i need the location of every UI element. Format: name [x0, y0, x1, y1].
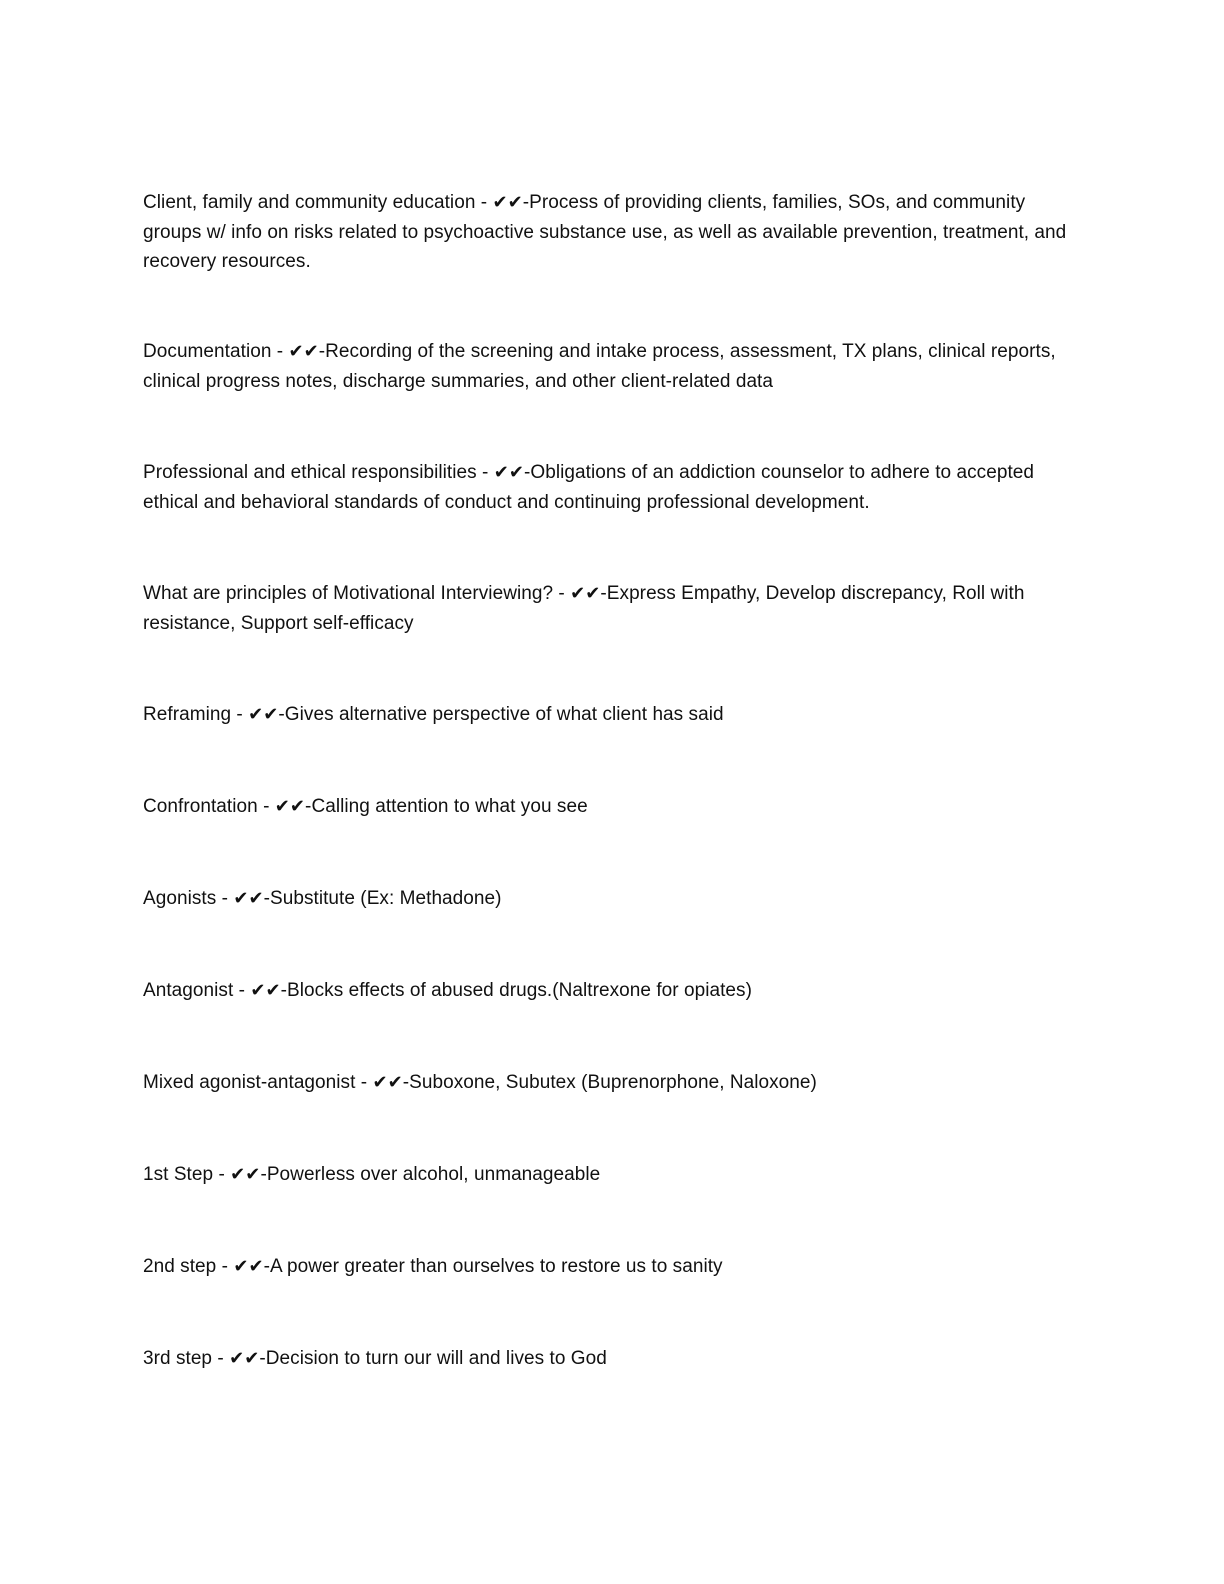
definition-prefix: - — [263, 888, 270, 909]
separator: - — [553, 583, 571, 604]
term: 1st Step — [143, 1164, 214, 1185]
double-check-icon: ✔✔ — [288, 341, 319, 362]
definition-prefix: - — [600, 583, 607, 604]
definition: Express Empathy, Develop discrepancy, Roll with resistance, Support self-efficacy — [143, 583, 1025, 634]
double-check-icon: ✔✔ — [570, 583, 601, 604]
flashcard-entry — [143, 579, 1078, 638]
double-check-icon: ✔✔ — [233, 1256, 264, 1277]
double-check-icon: ✔✔ — [229, 1348, 260, 1369]
double-check-icon: ✔✔ — [274, 796, 306, 817]
flashcard-entry — [143, 976, 1078, 1006]
flashcard-entry — [143, 1252, 1078, 1282]
definition: Substitute (Ex: Methadone) — [269, 888, 502, 909]
separator: - — [233, 980, 251, 1001]
definition: Suboxone, Subutex (Buprenorphone, Naloxone) — [409, 1072, 817, 1093]
double-check-icon: ✔✔ — [233, 888, 264, 909]
definition: Gives alternative perspective of what client has said — [284, 704, 724, 725]
definition-prefix: - — [402, 1072, 410, 1093]
separator: - — [216, 1256, 234, 1277]
definition: Powerless over alcohol, unmanageable — [266, 1164, 601, 1185]
flashcard-entry — [143, 1344, 1078, 1374]
flashcard-entry — [143, 188, 1078, 277]
double-check-icon: ✔✔ — [248, 704, 279, 725]
term: 2nd step — [143, 1256, 217, 1277]
definition-prefix: - — [522, 192, 530, 213]
double-check-icon: ✔✔ — [230, 1164, 261, 1185]
flashcard-entry — [143, 884, 1078, 914]
definition-prefix: - — [278, 704, 285, 725]
separator: - — [213, 1164, 231, 1185]
term: Confrontation — [143, 796, 258, 817]
definition: Decision to turn our will and lives to God — [265, 1348, 607, 1369]
definition-prefix: - — [259, 1348, 266, 1369]
flashcard-entry — [143, 458, 1078, 517]
flashcard-entry — [143, 700, 1078, 730]
definition-prefix: - — [524, 462, 531, 483]
term: What are principles of Motivational Interviewing? — [143, 583, 554, 604]
definition-prefix: - — [305, 796, 312, 817]
flashcard-entry — [143, 1068, 1078, 1098]
definition: Process of providing clients, families, SOs, and community groups w/ info on risks related to psychoactive substance use, as well as available prevention, treatment, and recovery resources. — [143, 192, 1067, 272]
definition: Obligations of an addiction counselor to adhere to accepted ethical and behavioral standards of conduct and continuing professional development. — [143, 462, 1035, 513]
definition: Blocks effects of abused drugs.(Naltrexone for opiates) — [287, 980, 752, 1001]
term: Mixed agonist-antagonist — [143, 1072, 356, 1093]
term: Antagonist — [143, 980, 234, 1001]
separator: - — [212, 1348, 230, 1369]
term: Documentation — [143, 341, 272, 362]
flashcard-entry — [143, 792, 1078, 822]
definition: Calling attention to what you see — [311, 796, 588, 817]
double-check-icon: ✔✔ — [372, 1072, 403, 1093]
separator: - — [475, 192, 493, 213]
separator: - — [271, 341, 289, 362]
term: Agonists — [143, 888, 217, 909]
term: 3rd step — [143, 1348, 213, 1369]
flashcard-entry — [143, 1160, 1078, 1190]
definition-prefix: - — [260, 1164, 267, 1185]
double-check-icon: ✔✔ — [250, 980, 281, 1001]
term: Professional and ethical responsibilities — [143, 462, 477, 483]
separator: - — [231, 704, 249, 725]
definition: A power greater than ourselves to restore us to sanity — [270, 1256, 723, 1277]
separator: - — [355, 1072, 373, 1093]
double-check-icon: ✔✔ — [492, 192, 523, 213]
flashcard-entry — [143, 337, 1078, 396]
definition-prefix: - — [263, 1256, 270, 1277]
term: Client, family and community education — [143, 192, 476, 213]
double-check-icon: ✔✔ — [493, 462, 524, 483]
separator: - — [216, 888, 234, 909]
definition-prefix: - — [280, 980, 287, 1001]
separator: - — [476, 462, 494, 483]
term: Reframing — [143, 704, 232, 725]
separator: - — [257, 796, 275, 817]
definition-prefix: - — [318, 341, 326, 362]
definition: Recording of the screening and intake process, assessment, TX plans, clinical reports, clinical progress notes, discharge summaries, and other client-related data — [143, 341, 1056, 392]
